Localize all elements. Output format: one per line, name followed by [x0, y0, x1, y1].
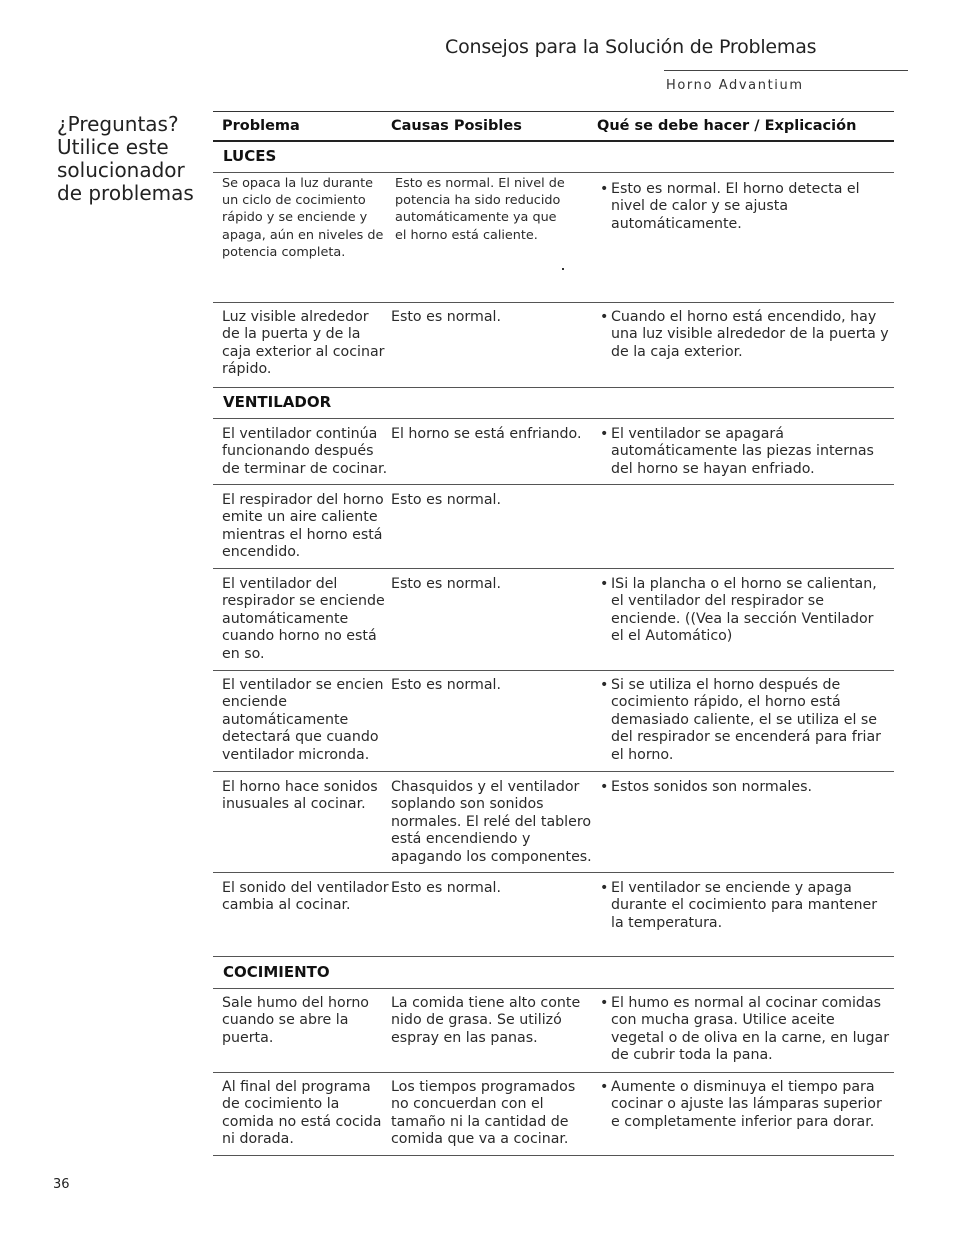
header-divider: [664, 70, 908, 71]
problem-text: El sonido del ventilador cambia al cocinar.: [222, 880, 389, 914]
table-row: [213, 772, 894, 873]
problem-text: El ventilador continúa funcionando después de terminar de cocinar.: [222, 426, 388, 477]
action-cell: [600, 309, 890, 361]
cause-text: Chasquidos y el ventilador soplando son sonidos normales. El relé del tablero está encendiendo y apagando los componentes.: [391, 779, 592, 865]
section-label: COCIMIENTO: [223, 963, 330, 981]
cause-text: Esto es normal.: [391, 492, 501, 508]
action-cell: [600, 995, 890, 1065]
page-title: Consejos para la Solución de Problemas: [445, 36, 817, 58]
problem-text: Sale humo del horno cuando se abre la puerta.: [222, 995, 369, 1046]
side-heading: ¿Preguntas? Utilice este solucionador de problemas: [57, 112, 194, 205]
action-cell: [600, 779, 890, 796]
table-row: [213, 485, 894, 569]
action-text: Cuando el horno está encendido, hay una luz visible alrededor de la puerta y de la caja exterior.: [611, 309, 889, 360]
action-cell: [600, 576, 890, 646]
bullet-icon: •: [600, 576, 609, 592]
column-header-cause: Causas Posibles: [391, 118, 522, 134]
action-cell: [600, 677, 890, 764]
action-cell: [600, 1079, 890, 1131]
action-cell: [600, 181, 890, 233]
cause-text: Esto es normal.: [391, 576, 501, 592]
stray-dot: [562, 268, 564, 270]
action-text: El ventilador se enciende y apaga durante el cocimiento para mantener la temperatura.: [611, 880, 878, 931]
table-row: [213, 873, 894, 957]
action-text: ISi la plancha o el horno se calientan, el ventilador del respirador se enciende. ((Vea la sección Ventilador el el Automático): [611, 576, 877, 645]
action-text: Aumente o disminuya el tiempo para cocinar o ajuste las lámparas superior e completamente inferior para dorar.: [611, 1079, 882, 1130]
problem-text: El ventilador se encien enciende automáticamente detectará que cuando ventilador micronda.: [222, 677, 384, 763]
action-text: El ventilador se apagará automáticamente las piezas internas del horno se hayan enfriado.: [611, 426, 874, 477]
action-text: Estos sonidos son normales.: [611, 779, 813, 795]
cause-text: Esto es normal. El nivel de potencia ha sido reducido automáticamente ya que el horno está caliente.: [395, 176, 565, 243]
cause-text: Esto es normal.: [391, 677, 501, 693]
table-row: [213, 303, 894, 388]
problem-text: Luz visible alrededor de la puerta y de la caja exterior al cocinar rápido.: [222, 309, 385, 378]
bullet-icon: •: [600, 677, 609, 693]
page-number: 36: [53, 1177, 70, 1192]
column-header-problem: Problema: [222, 118, 300, 134]
bullet-icon: •: [600, 779, 609, 795]
bullet-icon: •: [600, 309, 609, 325]
section-header-luces: [213, 142, 894, 173]
page-subtitle: Horno Advantium: [666, 78, 804, 93]
cause-text: Esto es normal.: [391, 309, 501, 325]
action-cell: [600, 880, 890, 932]
table-row: [213, 989, 894, 1073]
cause-text: Los tiempos programados no concuerdan con el tamaño ni la cantidad de comida que va a cocinar.: [391, 1079, 576, 1148]
problem-text: El horno hace sonidos inusuales al cocinar.: [222, 779, 378, 813]
bullet-icon: •: [600, 181, 609, 197]
table-row: [213, 569, 894, 671]
table-row: [213, 671, 894, 772]
table-row: [213, 173, 894, 303]
section-label: VENTILADOR: [223, 393, 332, 411]
section-label: LUCES: [223, 147, 277, 165]
action-text: Si se utiliza el horno después de cocimiento rápido, el horno está demasiado caliente, el se utiliza el se del respirador se encenderá para friar el horno.: [611, 677, 882, 763]
cause-text: La comida tiene alto conte nido de grasa. Se utilizó espray en las panas.: [391, 995, 581, 1046]
section-header-ventilador: [213, 388, 894, 419]
cause-text: El horno se está enfriando.: [391, 426, 582, 442]
cause-text: Esto es normal.: [391, 880, 501, 896]
table-row: [213, 1073, 894, 1156]
problem-text: Se opaca la luz durante un ciclo de cocimiento rápido y se enciende y apaga, aún en niveles de potencia completa.: [222, 176, 384, 260]
column-header-action: Qué se debe hacer / Explicación: [597, 118, 857, 134]
bullet-icon: •: [600, 880, 609, 896]
action-text: El humo es normal al cocinar comidas con mucha grasa. Utilice aceite vegetal o de oliva en la carne, en lugar de cubrir toda la pana.: [611, 995, 890, 1064]
troubleshooting-table: [213, 111, 894, 1156]
action-text: Esto es normal. El horno detecta el nivel de calor y se ajusta automáticamente.: [611, 181, 860, 232]
problem-text: El ventilador del respirador se enciende automáticamente cuando horno no está en so.: [222, 576, 385, 662]
action-cell: [600, 426, 890, 478]
table-row: [213, 419, 894, 485]
table-header: [213, 111, 894, 142]
bullet-icon: •: [600, 995, 609, 1011]
bullet-icon: •: [600, 426, 609, 442]
problem-text: Al final del programa de cocimiento la comida no está cocida ni dorada.: [222, 1079, 382, 1148]
section-header-cocimiento: [213, 957, 894, 989]
bullet-icon: •: [600, 1079, 609, 1095]
problem-text: El respirador del horno emite un aire caliente mientras el horno está encendido.: [222, 492, 384, 561]
